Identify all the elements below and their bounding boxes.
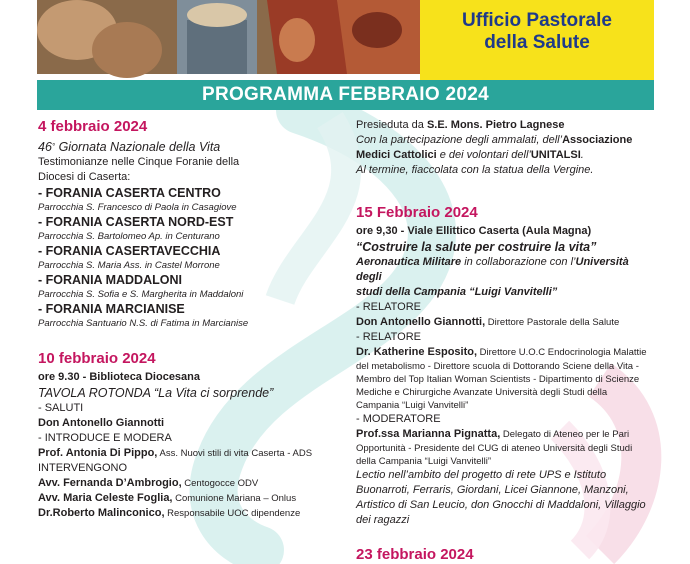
section-introduce: - INTRODUCE E MODERA bbox=[38, 432, 172, 444]
office-title-line1: Ufficio Pastorale bbox=[462, 10, 612, 31]
forania-name: - FORANIA MADDALONI bbox=[38, 273, 182, 287]
speaker-name: Dr.Roberto Malinconico, bbox=[38, 507, 165, 519]
participation-unitalsi: UNITALSI bbox=[530, 149, 581, 161]
event-place: ore 9.30 - Biblioteca Diocesana bbox=[38, 371, 201, 383]
moderator-name: Prof. Antonia Di Pippo, bbox=[38, 447, 158, 459]
participation-assoc: Associazione bbox=[562, 134, 633, 146]
participation-medici: Medici Cattolici bbox=[356, 149, 437, 161]
saluti-name: Don Antonello Giannotti bbox=[38, 417, 165, 429]
closing-line: Al termine, fiaccolata con la statua della Vergine. bbox=[356, 164, 594, 176]
participation-text: Con la partecipazione degli ammalati, dell’ bbox=[356, 134, 563, 146]
presided-name: S.E. Mons. Pietro Lagnese bbox=[426, 119, 565, 131]
speaker-line bbox=[38, 506, 343, 521]
speaker-role-cont: Campania “Luigi Vanvitelli” bbox=[356, 400, 469, 411]
moderator-name: Prof.ssa Marianna Pignatta, bbox=[356, 428, 501, 440]
event-date-feb-4: 4 febbraio 2024 bbox=[38, 118, 148, 135]
forania-name: - FORANIA CASERTA NORD-EST bbox=[38, 215, 234, 229]
lectio-line: Buonarroti, Ferraris, Giordani, Licei Giannone, Manzoni, bbox=[356, 484, 629, 496]
speaker-role: Comunione Mariana – Onlus bbox=[172, 493, 297, 504]
event-place: ore 9,30 - Viale Ellittico Caserta (Aula Magna) bbox=[356, 225, 592, 237]
participation-text2: e dei volontari dell’ bbox=[436, 149, 531, 161]
organizer-text: in collaborazione con l’ bbox=[461, 256, 576, 268]
participation-end: . bbox=[580, 149, 584, 161]
organizer-line2: studi della Campania “Luigi Vanvitelli” bbox=[356, 286, 558, 298]
forania-parish: Parrocchia Santuario N.S. di Fatima in Marcianise bbox=[38, 318, 249, 329]
title-rest: Giornata Nazionale della Vita bbox=[55, 140, 221, 154]
speaker-name: Avv. Fernanda D’Ambrogio, bbox=[38, 477, 182, 489]
event-title-costruire: “Costruire la salute per costruire la vita” bbox=[356, 240, 597, 254]
lectio-line: dei ragazzi bbox=[356, 514, 410, 526]
painting-artwork bbox=[37, 0, 420, 74]
event-date-feb-15: 15 Febbraio 2024 bbox=[356, 204, 478, 221]
office-panel bbox=[420, 0, 654, 80]
moderator-line bbox=[38, 446, 343, 461]
section-saluti: - SALUTI bbox=[38, 402, 84, 414]
right-column bbox=[356, 118, 656, 564]
forania-parish: Parrocchia S. Francesco di Paola in Casagiove bbox=[38, 202, 237, 213]
forania-parish: Parrocchia S. Maria Ass. in Castel Morrone bbox=[38, 260, 220, 271]
forania-parish: Parrocchia S. Sofia e S. Margherita in Maddaloni bbox=[38, 289, 244, 300]
forania-name: - FORANIA CASERTA CENTRO bbox=[38, 186, 221, 200]
header bbox=[0, 0, 690, 80]
program-banner: PROGRAMMA FEBBRAIO 2024 bbox=[37, 80, 654, 110]
presided-prefix: Presieduta da bbox=[356, 119, 427, 131]
event-title-giornata bbox=[38, 139, 343, 155]
forania-parish: Parrocchia S. Bartolomeo Ap. in Centurano bbox=[38, 231, 220, 242]
lectio-line: Artistico di San Leucio, don Gnocchi di Maddaloni, Villaggio bbox=[356, 499, 646, 511]
event-date-feb-10: 10 febbraio 2024 bbox=[38, 350, 156, 367]
forania-list bbox=[38, 185, 343, 330]
speaker-line bbox=[356, 345, 656, 360]
speaker-role: Responsabile UOC dipendenze bbox=[164, 508, 301, 519]
title-degree: ° bbox=[51, 142, 56, 151]
painting-image bbox=[37, 0, 420, 74]
event-desc-line2: Diocesi di Caserta: bbox=[38, 171, 131, 183]
participation-line1 bbox=[356, 133, 656, 148]
speaker-line bbox=[38, 491, 343, 506]
forania-name: - FORANIA MARCIANISE bbox=[38, 302, 185, 316]
section-moderatore: - MODERATORE bbox=[356, 413, 441, 425]
lectio-line: Lectio nell’ambito del progetto di rete UPS e Istituto bbox=[356, 469, 607, 481]
speaker-name: Don Antonello Giannotti, bbox=[356, 316, 486, 328]
moderator-role-cont: della Campania “Luigi Vanvitelli” bbox=[356, 456, 492, 467]
moderator-role: Ass. Nuovi stili di vita Caserta - ADS bbox=[157, 448, 313, 459]
event-date-feb-23: 23 febbraio 2024 bbox=[356, 546, 474, 563]
speaker-line bbox=[356, 315, 656, 330]
left-column bbox=[38, 118, 343, 521]
speaker-role-cont: Membro del Top Italian Woman Scientists - Dipartimento di Scienze bbox=[356, 374, 640, 385]
section-intervengono: INTERVENGONO bbox=[38, 462, 128, 474]
forania-name: - FORANIA CASERTAVECCHIA bbox=[38, 244, 221, 258]
event-title-tavola: TAVOLA ROTONDA “La Vita ci sorprende” bbox=[38, 386, 274, 400]
speaker-name: Dr. Katherine Esposito, bbox=[356, 346, 478, 358]
office-title-line2: della Salute bbox=[484, 32, 590, 53]
speaker-role: Direttore U.O.C Endocrinologia Malattie bbox=[477, 347, 647, 358]
speaker-role: Direttore Pastorale della Salute bbox=[485, 317, 620, 328]
speaker-name: Avv. Maria Celeste Foglia, bbox=[38, 492, 173, 504]
speaker-role-cont: Mediche e Chirurgiche Avanzate Università degli Studi della bbox=[356, 387, 608, 398]
moderator-line bbox=[356, 427, 656, 442]
moderator-role-cont: Opportunità - Presidente del CUG di ateneo Università degli Studi bbox=[356, 443, 633, 454]
section-relatore: - RELATORE bbox=[356, 331, 421, 343]
organizer-universita: Università degli bbox=[356, 256, 629, 283]
event-desc-line1: Testimonianze nelle Cinque Foranie della bbox=[38, 156, 240, 168]
presided-line bbox=[356, 118, 656, 133]
speaker-role: Centogocce ODV bbox=[181, 478, 259, 489]
organizer-aeronautica: Aeronautica Militare bbox=[356, 256, 462, 268]
section-relatore: - RELATORE bbox=[356, 301, 421, 313]
speaker-line bbox=[38, 476, 343, 491]
speaker-role-cont: del metabolismo - Direttore scuola di Dottorando Sciene della Vita - bbox=[356, 361, 639, 372]
participation-line2 bbox=[356, 148, 656, 163]
moderator-role: Delegato di Ateneo per le Pari bbox=[500, 429, 630, 440]
title-number: 46 bbox=[38, 140, 52, 154]
organizer-line1 bbox=[356, 255, 656, 285]
